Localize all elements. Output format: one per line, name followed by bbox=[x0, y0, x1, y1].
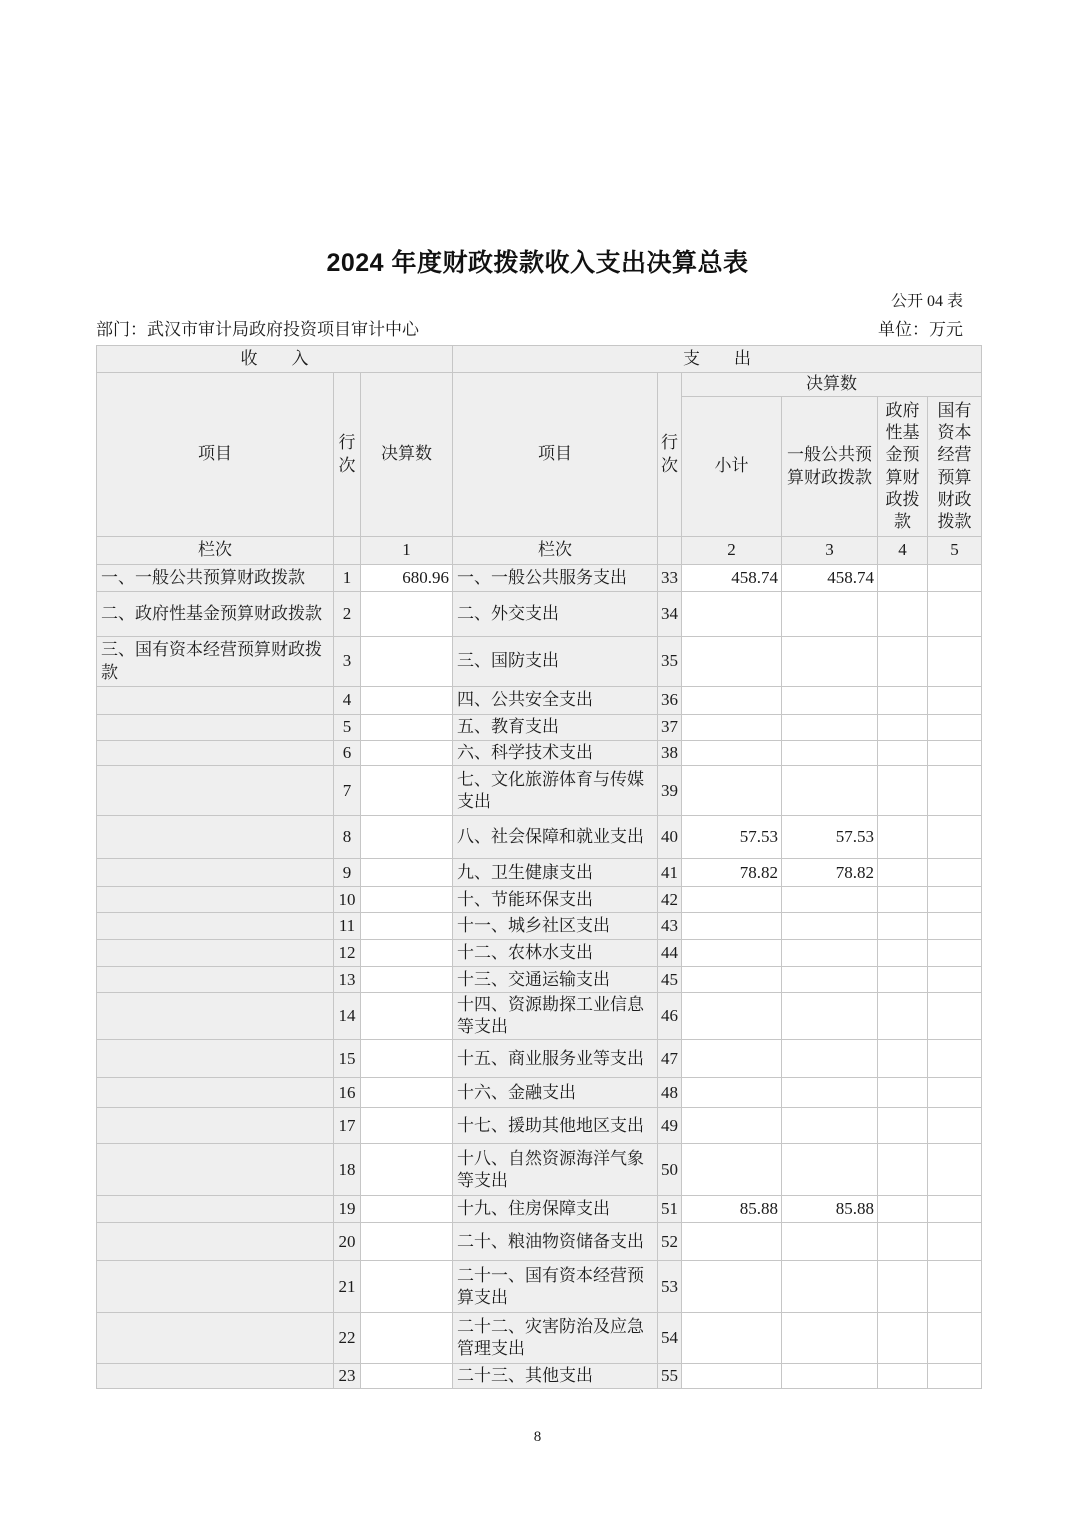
expense-rowno-cell: 34 bbox=[658, 592, 682, 637]
state-capital-cell bbox=[928, 766, 982, 816]
income-rowno-cell: 21 bbox=[334, 1261, 361, 1313]
table-row bbox=[97, 940, 982, 967]
expense-rowno-cell: 43 bbox=[658, 913, 682, 940]
expense-item-cell: 九、卫生健康支出 bbox=[453, 859, 658, 887]
expense-rowno-cell: 36 bbox=[658, 687, 682, 715]
income-item-cell bbox=[97, 1223, 334, 1261]
expense-item-cell: 十、节能环保支出 bbox=[453, 887, 658, 913]
column-index-5: 5 bbox=[928, 537, 982, 565]
income-value-cell bbox=[361, 592, 453, 637]
income-item-cell: 二、政府性基金预算财政拨款 bbox=[97, 592, 334, 637]
state-capital-cell bbox=[928, 887, 982, 913]
expense-item-header: 项目 bbox=[453, 373, 658, 537]
table-row bbox=[97, 967, 982, 993]
income-item-cell bbox=[97, 1313, 334, 1364]
gov-fund-cell bbox=[878, 592, 928, 637]
subtotal-cell bbox=[682, 766, 782, 816]
state-capital-cell bbox=[928, 1223, 982, 1261]
subtotal-cell bbox=[682, 913, 782, 940]
general-budget-cell bbox=[782, 637, 878, 687]
state-capital-cell bbox=[928, 1313, 982, 1364]
expense-rowno-cell: 37 bbox=[658, 715, 682, 741]
state-capital-cell bbox=[928, 967, 982, 993]
table-row bbox=[97, 1313, 982, 1364]
income-value-cell bbox=[361, 816, 453, 859]
expense-section-header: 支 出 bbox=[453, 346, 982, 373]
general-budget-cell: 57.53 bbox=[782, 816, 878, 859]
income-rowno-cell: 1 bbox=[334, 565, 361, 592]
income-item-cell bbox=[97, 1196, 334, 1223]
expense-rowno-cell: 50 bbox=[658, 1144, 682, 1196]
income-value-cell bbox=[361, 687, 453, 715]
general-budget-cell bbox=[782, 1223, 878, 1261]
income-item-cell bbox=[97, 1364, 334, 1389]
state-capital-cell bbox=[928, 940, 982, 967]
subtotal-cell: 85.88 bbox=[682, 1196, 782, 1223]
gov-fund-cell bbox=[878, 741, 928, 766]
expense-item-cell: 十二、农林水支出 bbox=[453, 940, 658, 967]
expense-rowno-header: 行次 bbox=[658, 373, 682, 537]
income-value-cell bbox=[361, 1223, 453, 1261]
general-budget-cell bbox=[782, 766, 878, 816]
subtotal-cell bbox=[682, 993, 782, 1040]
general-public-budget-header: 一般公共预算财政拨款 bbox=[782, 397, 878, 537]
income-item-cell bbox=[97, 741, 334, 766]
income-item-cell bbox=[97, 993, 334, 1040]
expense-item-cell: 十六、金融支出 bbox=[453, 1078, 658, 1108]
table-row bbox=[97, 913, 982, 940]
income-rowno-cell: 4 bbox=[334, 687, 361, 715]
income-value-cell bbox=[361, 1078, 453, 1108]
income-item-cell bbox=[97, 1078, 334, 1108]
general-budget-cell bbox=[782, 993, 878, 1040]
income-rowno-cell: 2 bbox=[334, 592, 361, 637]
state-capital-cell bbox=[928, 1108, 982, 1144]
gov-fund-cell bbox=[878, 687, 928, 715]
subtotal-cell bbox=[682, 887, 782, 913]
state-capital-cell bbox=[928, 859, 982, 887]
state-capital-cell bbox=[928, 1144, 982, 1196]
state-capital-budget-header: 国有资本经营预算财政拨款 bbox=[928, 397, 982, 537]
table-row bbox=[97, 687, 982, 715]
expense-rowno-cell: 44 bbox=[658, 940, 682, 967]
expense-rowno-cell: 46 bbox=[658, 993, 682, 1040]
income-value-cell bbox=[361, 1144, 453, 1196]
income-value-cell bbox=[361, 913, 453, 940]
income-rowno-cell: 23 bbox=[334, 1364, 361, 1389]
expense-item-cell: 八、社会保障和就业支出 bbox=[453, 816, 658, 859]
income-item-cell bbox=[97, 715, 334, 741]
expense-item-cell: 三、国防支出 bbox=[453, 637, 658, 687]
expense-item-cell: 十八、自然资源海洋气象等支出 bbox=[453, 1144, 658, 1196]
fiscal-summary-table bbox=[96, 345, 982, 1389]
state-capital-cell bbox=[928, 1078, 982, 1108]
form-code-label: 公开 04 表 bbox=[890, 293, 963, 310]
table-row bbox=[97, 1223, 982, 1261]
state-capital-cell bbox=[928, 592, 982, 637]
income-item-cell bbox=[97, 940, 334, 967]
income-value-cell bbox=[361, 741, 453, 766]
subtotal-cell bbox=[682, 1313, 782, 1364]
state-capital-cell bbox=[928, 993, 982, 1040]
gov-fund-cell bbox=[878, 859, 928, 887]
income-rowno-cell: 10 bbox=[334, 887, 361, 913]
state-capital-cell bbox=[928, 1040, 982, 1078]
expense-item-cell: 五、教育支出 bbox=[453, 715, 658, 741]
state-capital-cell bbox=[928, 741, 982, 766]
income-rowno-cell: 14 bbox=[334, 993, 361, 1040]
income-item-cell bbox=[97, 816, 334, 859]
income-value-cell bbox=[361, 967, 453, 993]
income-item-cell bbox=[97, 1108, 334, 1144]
gov-fund-cell bbox=[878, 1364, 928, 1389]
expense-item-cell: 二十、粮油物资储备支出 bbox=[453, 1223, 658, 1261]
income-item-cell: 三、国有资本经营预算财政拨款 bbox=[97, 637, 334, 687]
expense-rowno-cell: 54 bbox=[658, 1313, 682, 1364]
column-index-2: 2 bbox=[682, 537, 782, 565]
general-budget-cell bbox=[782, 1313, 878, 1364]
expense-item-cell: 六、科学技术支出 bbox=[453, 741, 658, 766]
table-row bbox=[97, 766, 982, 816]
column-index-3: 3 bbox=[782, 537, 878, 565]
general-budget-cell bbox=[782, 967, 878, 993]
income-value-cell bbox=[361, 1040, 453, 1078]
expense-rowno-cell: 40 bbox=[658, 816, 682, 859]
expense-rowno-cell: 47 bbox=[658, 1040, 682, 1078]
expense-item-cell: 十五、商业服务业等支出 bbox=[453, 1040, 658, 1078]
expense-rowno-cell: 38 bbox=[658, 741, 682, 766]
general-budget-cell bbox=[782, 1364, 878, 1389]
state-capital-cell bbox=[928, 565, 982, 592]
expense-amount-group-header: 决算数 bbox=[682, 373, 982, 397]
gov-fund-cell bbox=[878, 940, 928, 967]
income-item-cell bbox=[97, 913, 334, 940]
general-budget-cell bbox=[782, 940, 878, 967]
subtotal-cell: 78.82 bbox=[682, 859, 782, 887]
income-value-cell bbox=[361, 1196, 453, 1223]
subtotal-cell bbox=[682, 1040, 782, 1078]
column-index-4: 4 bbox=[878, 537, 928, 565]
income-value-cell bbox=[361, 887, 453, 913]
income-value-cell bbox=[361, 1313, 453, 1364]
expense-rowno-cell: 49 bbox=[658, 1108, 682, 1144]
general-budget-cell bbox=[782, 1040, 878, 1078]
general-budget-cell bbox=[782, 687, 878, 715]
table-row bbox=[97, 816, 982, 859]
table-row bbox=[97, 715, 982, 741]
expense-rowno-cell: 55 bbox=[658, 1364, 682, 1389]
income-value-cell bbox=[361, 715, 453, 741]
income-value-cell bbox=[361, 993, 453, 1040]
subtotal-cell bbox=[682, 1364, 782, 1389]
subtotal-cell bbox=[682, 715, 782, 741]
income-amount-header: 决算数 bbox=[361, 373, 453, 537]
gov-fund-cell bbox=[878, 993, 928, 1040]
expense-rowno-cell: 42 bbox=[658, 887, 682, 913]
income-item-cell bbox=[97, 887, 334, 913]
table-row bbox=[97, 1144, 982, 1196]
expense-rowno-cell: 52 bbox=[658, 1223, 682, 1261]
expense-rowno-cell: 39 bbox=[658, 766, 682, 816]
gov-fund-cell bbox=[878, 1196, 928, 1223]
subtotal-cell bbox=[682, 1223, 782, 1261]
gov-fund-cell bbox=[878, 565, 928, 592]
table-row bbox=[97, 1261, 982, 1313]
gov-fund-cell bbox=[878, 1040, 928, 1078]
table-row bbox=[97, 887, 982, 913]
gov-fund-cell bbox=[878, 637, 928, 687]
subtotal-cell bbox=[682, 592, 782, 637]
expense-item-cell: 十九、住房保障支出 bbox=[453, 1196, 658, 1223]
income-rowno-cell: 7 bbox=[334, 766, 361, 816]
table-row bbox=[97, 741, 982, 766]
income-rowno-cell: 18 bbox=[334, 1144, 361, 1196]
gov-fund-cell bbox=[878, 1313, 928, 1364]
expense-item-cell: 二十三、其他支出 bbox=[453, 1364, 658, 1389]
page-title: 2024 年度财政拨款收入支出决算总表 bbox=[326, 249, 749, 277]
expense-item-cell: 二、外交支出 bbox=[453, 592, 658, 637]
income-item-cell bbox=[97, 766, 334, 816]
subtotal-cell bbox=[682, 1108, 782, 1144]
gov-fund-cell bbox=[878, 967, 928, 993]
general-budget-cell bbox=[782, 1261, 878, 1313]
expense-rowno-cell: 33 bbox=[658, 565, 682, 592]
subtotal-header: 小计 bbox=[682, 397, 782, 537]
gov-fund-cell bbox=[878, 715, 928, 741]
gov-fund-cell bbox=[878, 1144, 928, 1196]
income-rowno-index-blank bbox=[334, 537, 361, 565]
table-row bbox=[97, 1108, 982, 1144]
table-row bbox=[97, 993, 982, 1040]
table-row bbox=[97, 1364, 982, 1389]
expense-rowno-cell: 45 bbox=[658, 967, 682, 993]
state-capital-cell bbox=[928, 1261, 982, 1313]
expense-item-cell: 二十一、国有资本经营预算支出 bbox=[453, 1261, 658, 1313]
state-capital-cell bbox=[928, 637, 982, 687]
expense-rowno-index-blank bbox=[658, 537, 682, 565]
income-value-cell bbox=[361, 637, 453, 687]
general-budget-cell bbox=[782, 715, 878, 741]
state-capital-cell bbox=[928, 1364, 982, 1389]
expense-rowno-cell: 51 bbox=[658, 1196, 682, 1223]
state-capital-cell bbox=[928, 687, 982, 715]
income-rowno-cell: 6 bbox=[334, 741, 361, 766]
income-rowno-cell: 13 bbox=[334, 967, 361, 993]
income-rowno-cell: 9 bbox=[334, 859, 361, 887]
expense-item-cell: 十三、交通运输支出 bbox=[453, 967, 658, 993]
income-value-cell bbox=[361, 1108, 453, 1144]
general-budget-cell bbox=[782, 1144, 878, 1196]
general-budget-cell bbox=[782, 913, 878, 940]
subtotal-cell bbox=[682, 741, 782, 766]
general-budget-cell bbox=[782, 741, 878, 766]
expense-item-cell: 十四、资源勘探工业信息等支出 bbox=[453, 993, 658, 1040]
income-item-cell bbox=[97, 687, 334, 715]
income-rowno-cell: 3 bbox=[334, 637, 361, 687]
subtotal-cell bbox=[682, 1078, 782, 1108]
subtotal-cell bbox=[682, 687, 782, 715]
gov-fund-cell bbox=[878, 766, 928, 816]
income-item-cell bbox=[97, 1144, 334, 1196]
income-rowno-cell: 20 bbox=[334, 1223, 361, 1261]
general-budget-cell: 458.74 bbox=[782, 565, 878, 592]
income-rowno-cell: 16 bbox=[334, 1078, 361, 1108]
expense-rowno-cell: 41 bbox=[658, 859, 682, 887]
income-value-cell bbox=[361, 859, 453, 887]
income-rowno-cell: 12 bbox=[334, 940, 361, 967]
subtotal-cell: 57.53 bbox=[682, 816, 782, 859]
state-capital-cell bbox=[928, 1196, 982, 1223]
income-column-index-label: 栏次 bbox=[97, 537, 334, 565]
table-row bbox=[97, 1078, 982, 1108]
income-value-cell bbox=[361, 766, 453, 816]
gov-fund-cell bbox=[878, 1078, 928, 1108]
general-budget-cell bbox=[782, 1078, 878, 1108]
state-capital-cell bbox=[928, 913, 982, 940]
meta-line bbox=[96, 315, 981, 340]
subtotal-cell: 458.74 bbox=[682, 565, 782, 592]
table-row bbox=[97, 1040, 982, 1078]
general-budget-cell bbox=[782, 592, 878, 637]
subtotal-cell bbox=[682, 637, 782, 687]
general-budget-cell: 78.82 bbox=[782, 859, 878, 887]
table-row bbox=[97, 1196, 982, 1223]
expense-item-cell: 一、一般公共服务支出 bbox=[453, 565, 658, 592]
page-number: 8 bbox=[533, 1429, 542, 1446]
subtotal-cell bbox=[682, 1261, 782, 1313]
expense-rowno-cell: 48 bbox=[658, 1078, 682, 1108]
income-rowno-cell: 11 bbox=[334, 913, 361, 940]
income-value-cell bbox=[361, 1261, 453, 1313]
income-item-cell bbox=[97, 967, 334, 993]
expense-item-cell: 二十二、灾害防治及应急管理支出 bbox=[453, 1313, 658, 1364]
general-budget-cell bbox=[782, 1108, 878, 1144]
gov-fund-budget-header: 政府性基金预算财政拨款 bbox=[878, 397, 928, 537]
gov-fund-cell bbox=[878, 816, 928, 859]
column-index-1: 1 bbox=[361, 537, 453, 565]
subtotal-cell bbox=[682, 940, 782, 967]
expense-item-cell: 七、文化旅游体育与传媒支出 bbox=[453, 766, 658, 816]
general-budget-cell: 85.88 bbox=[782, 1196, 878, 1223]
income-rowno-cell: 22 bbox=[334, 1313, 361, 1364]
state-capital-cell bbox=[928, 816, 982, 859]
income-value-cell bbox=[361, 1364, 453, 1389]
expense-rowno-cell: 35 bbox=[658, 637, 682, 687]
subtotal-cell bbox=[682, 1144, 782, 1196]
table-row bbox=[97, 859, 982, 887]
gov-fund-cell bbox=[878, 1261, 928, 1313]
income-rowno-cell: 17 bbox=[334, 1108, 361, 1144]
gov-fund-cell bbox=[878, 913, 928, 940]
income-value-cell: 680.96 bbox=[361, 565, 453, 592]
general-budget-cell bbox=[782, 887, 878, 913]
table-row bbox=[97, 637, 982, 687]
income-item-header: 项目 bbox=[97, 373, 334, 537]
expense-column-index-label: 栏次 bbox=[453, 537, 658, 565]
income-item-cell bbox=[97, 859, 334, 887]
expense-item-cell: 十七、援助其他地区支出 bbox=[453, 1108, 658, 1144]
state-capital-cell bbox=[928, 715, 982, 741]
income-rowno-cell: 19 bbox=[334, 1196, 361, 1223]
department-label: 部门：武汉市审计局政府投资项目审计中心 bbox=[96, 320, 419, 339]
subtotal-cell bbox=[682, 967, 782, 993]
income-item-cell: 一、一般公共预算财政拨款 bbox=[97, 565, 334, 592]
unit-label: 单位：万元 bbox=[878, 320, 963, 339]
expense-rowno-cell: 53 bbox=[658, 1261, 682, 1313]
income-item-cell bbox=[97, 1261, 334, 1313]
income-rowno-cell: 15 bbox=[334, 1040, 361, 1078]
table-row bbox=[97, 592, 982, 637]
expense-item-cell: 四、公共安全支出 bbox=[453, 687, 658, 715]
gov-fund-cell bbox=[878, 887, 928, 913]
table-row bbox=[97, 565, 982, 592]
expense-item-cell: 十一、城乡社区支出 bbox=[453, 913, 658, 940]
gov-fund-cell bbox=[878, 1223, 928, 1261]
income-rowno-cell: 8 bbox=[334, 816, 361, 859]
income-rowno-cell: 5 bbox=[334, 715, 361, 741]
income-section-header: 收 入 bbox=[97, 346, 453, 373]
gov-fund-cell bbox=[878, 1108, 928, 1144]
income-rowno-header: 行次 bbox=[334, 373, 361, 537]
income-item-cell bbox=[97, 1040, 334, 1078]
income-value-cell bbox=[361, 940, 453, 967]
